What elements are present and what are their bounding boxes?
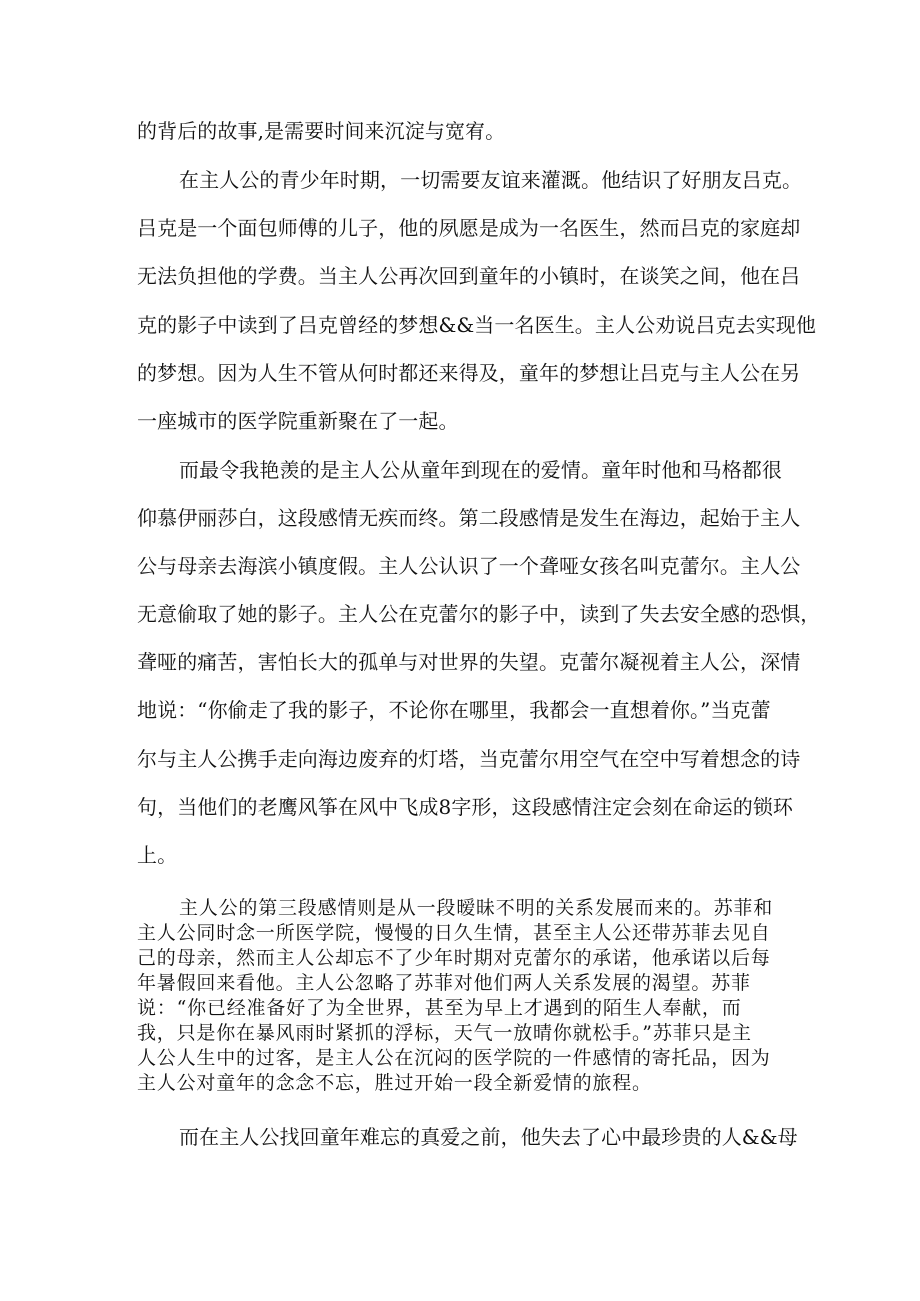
text-line: 说：“你已经准备好了为全世界，甚至为早上才遇到的陌生人奉献，而 xyxy=(137,997,742,1019)
text-line: 我，只是你在暴风雨时紧抓的浮标，天气一放晴你就松手。”苏菲只是主 xyxy=(137,1022,752,1044)
text-line: 在主人公的青少年时期，一切需要友谊来灌溉。他结识了好朋友吕克。 xyxy=(179,168,803,192)
text-line: 吕克是一个面包师傅的儿子，他的夙愿是成为一名医生，然而吕克的家庭却 xyxy=(137,216,801,240)
text-line: 尔与主人公携手走向海边废弃的灯塔，当克蕾尔用空气在空中写着想念的诗 xyxy=(137,747,801,771)
text-line: 的梦想。因为人生不管从何时都还来得及，童年的梦想让吕克与主人公在另 xyxy=(137,361,801,385)
text-line: 公与母亲去海滨小镇度假。主人公认识了一个聋哑女孩名叫克蕾尔。主人公 xyxy=(137,554,801,578)
text-line: 主人公对童年的念念不忘，胜过开始一段全新爱情的旅程。 xyxy=(137,1072,652,1094)
text-line: 聋哑的痛苦，害怕长大的孤单与对世界的失望。克蕾尔凝视着主人公，深情 xyxy=(137,650,801,674)
text-line: 句，当他们的老鹰风筝在风中飞成8字形，这段感情注定会刻在命运的锁环 xyxy=(137,795,794,819)
text-line: 主人公同时念一所医学院，慢慢的日久生情，甚至主人公还带苏菲去见自 xyxy=(137,922,771,944)
text-line: 仰慕伊丽莎白，这段感情无疾而终。第二段感情是发生在海边，起始于主人 xyxy=(137,506,801,530)
text-line: 人公人生中的过客，是主人公在沉闷的医学院的一件感情的寄托品，因为 xyxy=(137,1047,771,1069)
text-line: 地说：“你偷走了我的影子，不论你在哪里，我都会一直想着你。”当克蕾 xyxy=(137,698,771,722)
text-line: 克的影子中读到了吕克曾经的梦想&&当一名医生。主人公劝说吕克去实现他 xyxy=(137,313,817,337)
text-line: 而最令我艳羡的是主人公从童年到现在的爱情。童年时他和马格都很 xyxy=(179,458,782,482)
text-line: 一座城市的医学院重新聚在了一起。 xyxy=(137,409,459,433)
text-line: 主人公的第三段感情则是从一段暧昧不明的关系发展而来的。苏菲和 xyxy=(179,897,774,919)
text-line: 无意偷取了她的影子。主人公在克蕾尔的影子中，读到了失去安全感的恐惧， xyxy=(137,602,821,626)
text-line: 的背后的故事,是需要时间来沉淀与宽宥。 xyxy=(137,119,506,143)
text-line: 上。 xyxy=(137,843,178,867)
text-line: 而在主人公找回童年难忘的真爱之前，他失去了心中最珍贵的人&&母 xyxy=(179,1125,798,1149)
text-line: 无法负担他的学费。当主人公再次回到童年的小镇时，在谈笑之间，他在吕 xyxy=(137,264,801,288)
text-line: 年暑假回来看他。主人公忽略了苏菲对他们两人关系发展的渴望。苏菲 xyxy=(137,972,751,994)
text-line: 己的母亲，然而主人公却忘不了少年时期对克蕾尔的承诺，他承诺以后每 xyxy=(137,947,771,969)
